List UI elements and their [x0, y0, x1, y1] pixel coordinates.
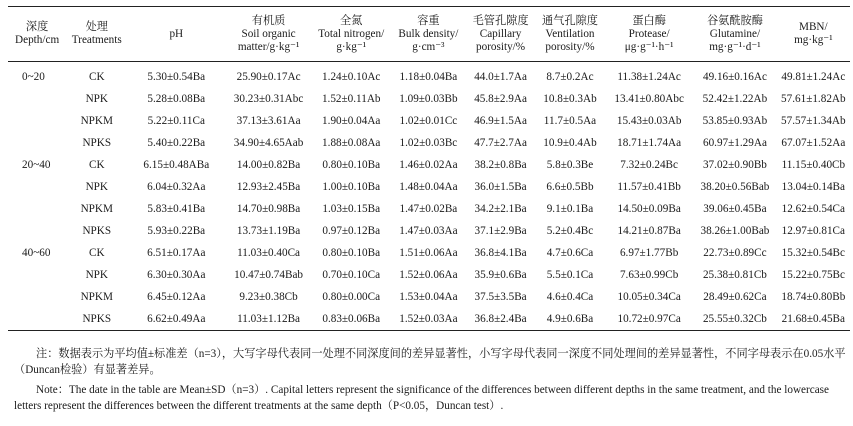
value-cell-ph: 6.45±0.12Aa: [147, 290, 206, 303]
value-cell-vp: 10.8±0.3Ab: [543, 92, 597, 105]
value-cell-som: 14.00±0.82Ba: [236, 158, 301, 171]
value-cell-protease: 11.57±0.41Bb: [617, 180, 681, 193]
value-cell-glutamine: 53.85±0.93Ab: [702, 114, 768, 127]
note-chinese-text: 注：数据表示为平均值±标准差（n=3），大写字母代表同一处理不同深度间的差异显著性，小写字母代表同一深度不同处理间的差异显著性，不同字母表示在0.05水平（Duncan检验）有显著差异。: [14, 348, 846, 376]
header-bd: [391, 7, 467, 62]
value-cell-som: 10.47±0.74Bab: [234, 268, 304, 281]
treatment-cell: CK: [88, 246, 105, 259]
table-row: [8, 264, 850, 286]
header-ph-line: pH: [169, 27, 184, 40]
value-cell-glutamine: 52.42±1.22Ab: [702, 92, 768, 105]
value-cell-glutamine: 60.97±1.29Aa: [702, 136, 767, 149]
value-cell-vp: 11.7±0.5Aa: [543, 114, 597, 127]
value-cell-tn: 0.80±0.10Ba: [322, 158, 381, 171]
value-cell-ph: 6.15±0.48ABa: [143, 158, 210, 171]
value-cell-bd: 1.48±0.04Aa: [399, 180, 458, 193]
value-cell-glutamine: 38.20±0.56Bab: [700, 180, 770, 193]
treatment-cell: NPKS: [82, 136, 112, 149]
value-cell-som: 11.03±1.12Ba: [225, 308, 312, 331]
depth-cell: 40~60: [22, 246, 51, 259]
value-cell-bd: 1.52±0.06Aa: [399, 268, 458, 281]
depth-cell: [8, 286, 66, 308]
header-glutamine-line: 谷氨酰胺酶: [706, 14, 763, 27]
value-cell-mbn: 12.62±0.54Ca: [781, 202, 845, 215]
value-cell-protease: 7.63±0.99Cb: [619, 268, 679, 281]
header-ph: [127, 7, 225, 62]
value-cell-protease: 7.32±0.24Bc: [620, 158, 678, 171]
value-cell-protease: 13.41±0.80Abc: [614, 92, 684, 105]
value-cell-glutamine: 39.06±0.45Ba: [703, 202, 767, 215]
value-cell-ph: 6.62±0.49Aa: [127, 308, 225, 331]
header-som-line: 有机质: [251, 14, 286, 27]
value-cell-tn: 1.90±0.04Aa: [322, 114, 381, 127]
value-cell-ph: 5.83±0.41Ba: [147, 202, 206, 215]
table-body: [8, 62, 850, 331]
value-cell-cp: 45.8±2.9Aa: [474, 92, 527, 105]
value-cell-mbn: 13.04±0.14Ba: [781, 180, 845, 193]
value-cell-vp: 4.6±0.4Ca: [546, 290, 594, 303]
header-protease-line: μg·g⁻¹·h⁻¹: [624, 40, 674, 53]
header-mbn: [777, 7, 850, 62]
value-cell-tn: 0.97±0.12Ba: [322, 224, 381, 237]
value-cell-cp: 36.0±1.5Ba: [474, 180, 527, 193]
value-cell-tn: 0.80±0.00Ca: [322, 290, 381, 303]
value-cell-bd: 1.02±0.01Cc: [399, 114, 458, 127]
header-som-line: matter/g·kg⁻¹: [237, 40, 300, 53]
header-cp-line: 毛管孔隙度: [472, 14, 529, 27]
table-row: [8, 132, 850, 154]
value-cell-cp: 46.9±1.5Aa: [474, 114, 527, 127]
note-chinese: [14, 346, 846, 378]
treatment-cell: NPKS: [82, 224, 112, 237]
value-cell-protease: 10.72±0.97Ca: [605, 308, 693, 331]
value-cell-cp: 44.0±1.7Aa: [474, 70, 527, 83]
depth-cell: 20~40: [22, 158, 51, 171]
value-cell-cp: 35.9±0.6Ba: [474, 268, 527, 281]
value-cell-ph: 6.30±0.30Aa: [147, 268, 206, 281]
value-cell-bd: 1.47±0.03Aa: [399, 224, 458, 237]
treatment-cell: CK: [88, 158, 105, 171]
value-cell-som: 25.90±0.17Ac: [236, 70, 301, 83]
header-vp-line: porosity/%: [545, 40, 595, 53]
header-bd-line: Bulk density/: [398, 27, 459, 40]
depth-cell: [8, 220, 66, 242]
value-cell-ph: 6.04±0.32Aa: [147, 180, 206, 193]
value-cell-bd: 1.51±0.06Aa: [399, 246, 458, 259]
header-som: [225, 7, 312, 62]
table-row: [8, 308, 850, 331]
table-header-row: [8, 7, 850, 62]
value-cell-tn: 0.83±0.06Ba: [312, 308, 391, 331]
header-som-line: Soil organic: [241, 27, 296, 40]
value-cell-vp: 8.7±0.2Ac: [546, 70, 594, 83]
value-cell-protease: 11.38±1.24Ac: [617, 70, 681, 83]
header-treatment: [66, 7, 127, 62]
value-cell-bd: 1.52±0.03Aa: [391, 308, 467, 331]
value-cell-protease: 15.43±0.03Ab: [616, 114, 682, 127]
value-cell-mbn: 57.57±1.34Ab: [781, 114, 846, 127]
soil-properties-table: [8, 6, 850, 331]
value-cell-ph: 5.28±0.08Ba: [147, 92, 206, 105]
value-cell-som: 14.70±0.98Ba: [236, 202, 301, 215]
value-cell-cp: 47.7±2.7Aa: [474, 136, 527, 149]
treatment-cell: NPK: [85, 92, 108, 105]
value-cell-ph: 5.30±0.54Ba: [147, 70, 206, 83]
value-cell-vp: 5.2±0.4Bc: [546, 224, 594, 237]
value-cell-vp: 4.7±0.6Ca: [546, 246, 594, 259]
header-treatment-line: Treatments: [71, 34, 122, 46]
value-cell-som: 13.73±1.19Ba: [236, 224, 301, 237]
value-cell-protease: 14.50±0.09Ba: [617, 202, 681, 215]
value-cell-cp: 37.5±3.5Ba: [474, 290, 527, 303]
header-bd-line: 容重: [417, 14, 440, 27]
value-cell-glutamine: 37.02±0.90Bb: [702, 158, 767, 171]
value-cell-som: 9.23±0.38Cb: [239, 290, 298, 303]
header-protease-line: 蛋白酶: [632, 14, 666, 27]
header-depth-line: 深度: [25, 21, 49, 33]
value-cell-glutamine: 22.73±0.89Cc: [703, 246, 767, 259]
value-cell-som: 37.13±3.61Aa: [236, 114, 301, 127]
value-cell-mbn: 15.32±0.54Bc: [781, 246, 845, 259]
value-cell-cp: 37.1±2.9Ba: [474, 224, 527, 237]
table-row: [8, 62, 850, 89]
value-cell-vp: 10.9±0.4Ab: [543, 136, 597, 149]
value-cell-bd: 1.02±0.03Bc: [399, 136, 458, 149]
value-cell-vp: 5.8±0.3Be: [546, 158, 594, 171]
header-protease-line: Protease/: [628, 27, 670, 40]
value-cell-bd: 1.09±0.03Bb: [399, 92, 458, 105]
value-cell-bd: 1.46±0.02Aa: [399, 158, 458, 171]
header-cp: [466, 7, 535, 62]
depth-cell: [8, 198, 66, 220]
value-cell-cp: 36.8±2.4Ba: [466, 308, 535, 331]
value-cell-ph: 5.22±0.11Ca: [147, 114, 205, 127]
depth-cell: [8, 176, 66, 198]
header-protease: [605, 7, 693, 62]
value-cell-glutamine: 25.38±0.81Cb: [702, 268, 767, 281]
value-cell-mbn: 21.68±0.45Ba: [777, 308, 850, 331]
value-cell-mbn: 57.61±1.82Ab: [781, 92, 846, 105]
value-cell-glutamine: 49.16±0.16Ac: [702, 70, 767, 83]
value-cell-bd: 1.47±0.02Ba: [399, 202, 458, 215]
note-english: [14, 382, 846, 414]
value-cell-som: 30.23±0.31Abc: [233, 92, 304, 105]
value-cell-protease: 18.71±1.74Aa: [617, 136, 682, 149]
value-cell-protease: 10.05±0.34Ca: [617, 290, 681, 303]
table-row: [8, 88, 850, 110]
value-cell-tn: 1.00±0.10Ba: [322, 180, 381, 193]
table-row: [8, 242, 850, 264]
depth-cell: [8, 264, 66, 286]
value-cell-mbn: 15.22±0.75Bc: [781, 268, 845, 281]
value-cell-ph: 5.40±0.22Ba: [147, 136, 206, 149]
value-cell-tn: 0.80±0.10Ba: [322, 246, 381, 259]
depth-cell: [8, 110, 66, 132]
table-row: [8, 220, 850, 242]
value-cell-bd: 1.53±0.04Aa: [399, 290, 458, 303]
header-mbn-line: MBN/: [799, 21, 828, 33]
value-cell-som: 12.93±2.45Ba: [236, 180, 301, 193]
note-english-text: Note：The date in the table are Mean±SD（n=3）. Capital letters represent the significance of the differences between different depths in the same treatment, and the lowercase letters represent the differences between the different treatments at the same depth（P<0.05，Duncan test）.: [14, 384, 829, 412]
depth-cell: [8, 88, 66, 110]
depth-cell: [8, 132, 66, 154]
treatment-cell: CK: [88, 70, 105, 83]
value-cell-cp: 36.8±4.1Ba: [474, 246, 527, 259]
header-vp-line: Ventilation: [545, 27, 595, 40]
value-cell-glutamine: 38.26±1.00Bab: [700, 224, 770, 237]
value-cell-vp: 4.9±0.6Ba: [535, 308, 605, 331]
header-treatment-line: 处理: [85, 21, 108, 33]
header-bd-line: g·cm⁻³: [412, 40, 445, 53]
header-tn-line: g·kg⁻¹: [336, 40, 367, 53]
value-cell-mbn: 11.15±0.40Cb: [781, 158, 846, 171]
value-cell-tn: 1.52±0.11Ab: [321, 92, 381, 105]
header-cp-line: porosity/%: [476, 40, 526, 53]
treatment-cell: NPK: [85, 180, 108, 193]
table-row: [8, 198, 850, 220]
header-depth: [8, 7, 66, 62]
header-vp: [535, 7, 605, 62]
value-cell-mbn: 18.74±0.80Bb: [781, 290, 846, 303]
value-cell-protease: 6.97±1.77Bb: [619, 246, 679, 259]
value-cell-ph: 6.51±0.17Aa: [147, 246, 206, 259]
value-cell-vp: 9.1±0.1Ba: [546, 202, 594, 215]
header-glutamine-line: mg·g⁻¹·d⁻¹: [709, 40, 761, 53]
header-depth-line: Depth/cm: [15, 34, 60, 46]
header-tn-line: Total nitrogen/: [318, 27, 385, 40]
header-cp-line: Capillary: [479, 27, 522, 40]
value-cell-protease: 14.21±0.87Ba: [617, 224, 681, 237]
value-cell-tn: 1.88±0.08Aa: [322, 136, 381, 149]
header-vp-line: 通气孔隙度: [542, 14, 598, 27]
treatment-cell: NPKM: [80, 114, 113, 127]
value-cell-vp: 6.6±0.5Bb: [546, 180, 594, 193]
value-cell-som: 11.03±0.40Ca: [237, 246, 301, 259]
value-cell-mbn: 67.07±1.52Aa: [781, 136, 846, 149]
depth-cell: 0~20: [22, 70, 45, 83]
header-glutamine: [693, 7, 776, 62]
header-glutamine-line: Glutamine/: [709, 27, 761, 40]
value-cell-bd: 1.18±0.04Ba: [399, 70, 458, 83]
treatment-cell: NPK: [85, 268, 108, 281]
treatment-cell: NPKM: [80, 290, 113, 303]
value-cell-tn: 1.24±0.10Ac: [322, 70, 381, 83]
value-cell-ph: 5.93±0.22Ba: [147, 224, 206, 237]
header-tn-line: 全氮: [340, 14, 363, 27]
value-cell-mbn: 49.81±1.24Ac: [781, 70, 846, 83]
value-cell-tn: 0.70±0.10Ca: [322, 268, 381, 281]
value-cell-som: 34.90±4.65Aab: [233, 136, 304, 149]
header-tn: [312, 7, 391, 62]
value-cell-cp: 38.2±0.8Ba: [474, 158, 527, 171]
depth-cell: [8, 308, 66, 331]
value-cell-cp: 34.2±2.1Ba: [474, 202, 527, 215]
treatment-cell: NPKS: [66, 308, 127, 331]
value-cell-glutamine: 28.49±0.62Ca: [703, 290, 767, 303]
table-row: [8, 154, 850, 176]
treatment-cell: NPKM: [80, 202, 113, 215]
value-cell-glutamine: 25.55±0.32Cb: [693, 308, 776, 331]
value-cell-vp: 5.5±0.1Ca: [546, 268, 594, 281]
table-row: [8, 176, 850, 198]
value-cell-mbn: 12.97±0.81Ca: [781, 224, 845, 237]
value-cell-tn: 1.03±0.15Ba: [322, 202, 381, 215]
table-row: [8, 286, 850, 308]
table-row: [8, 110, 850, 132]
header-mbn-line: mg·kg⁻¹: [794, 34, 833, 46]
